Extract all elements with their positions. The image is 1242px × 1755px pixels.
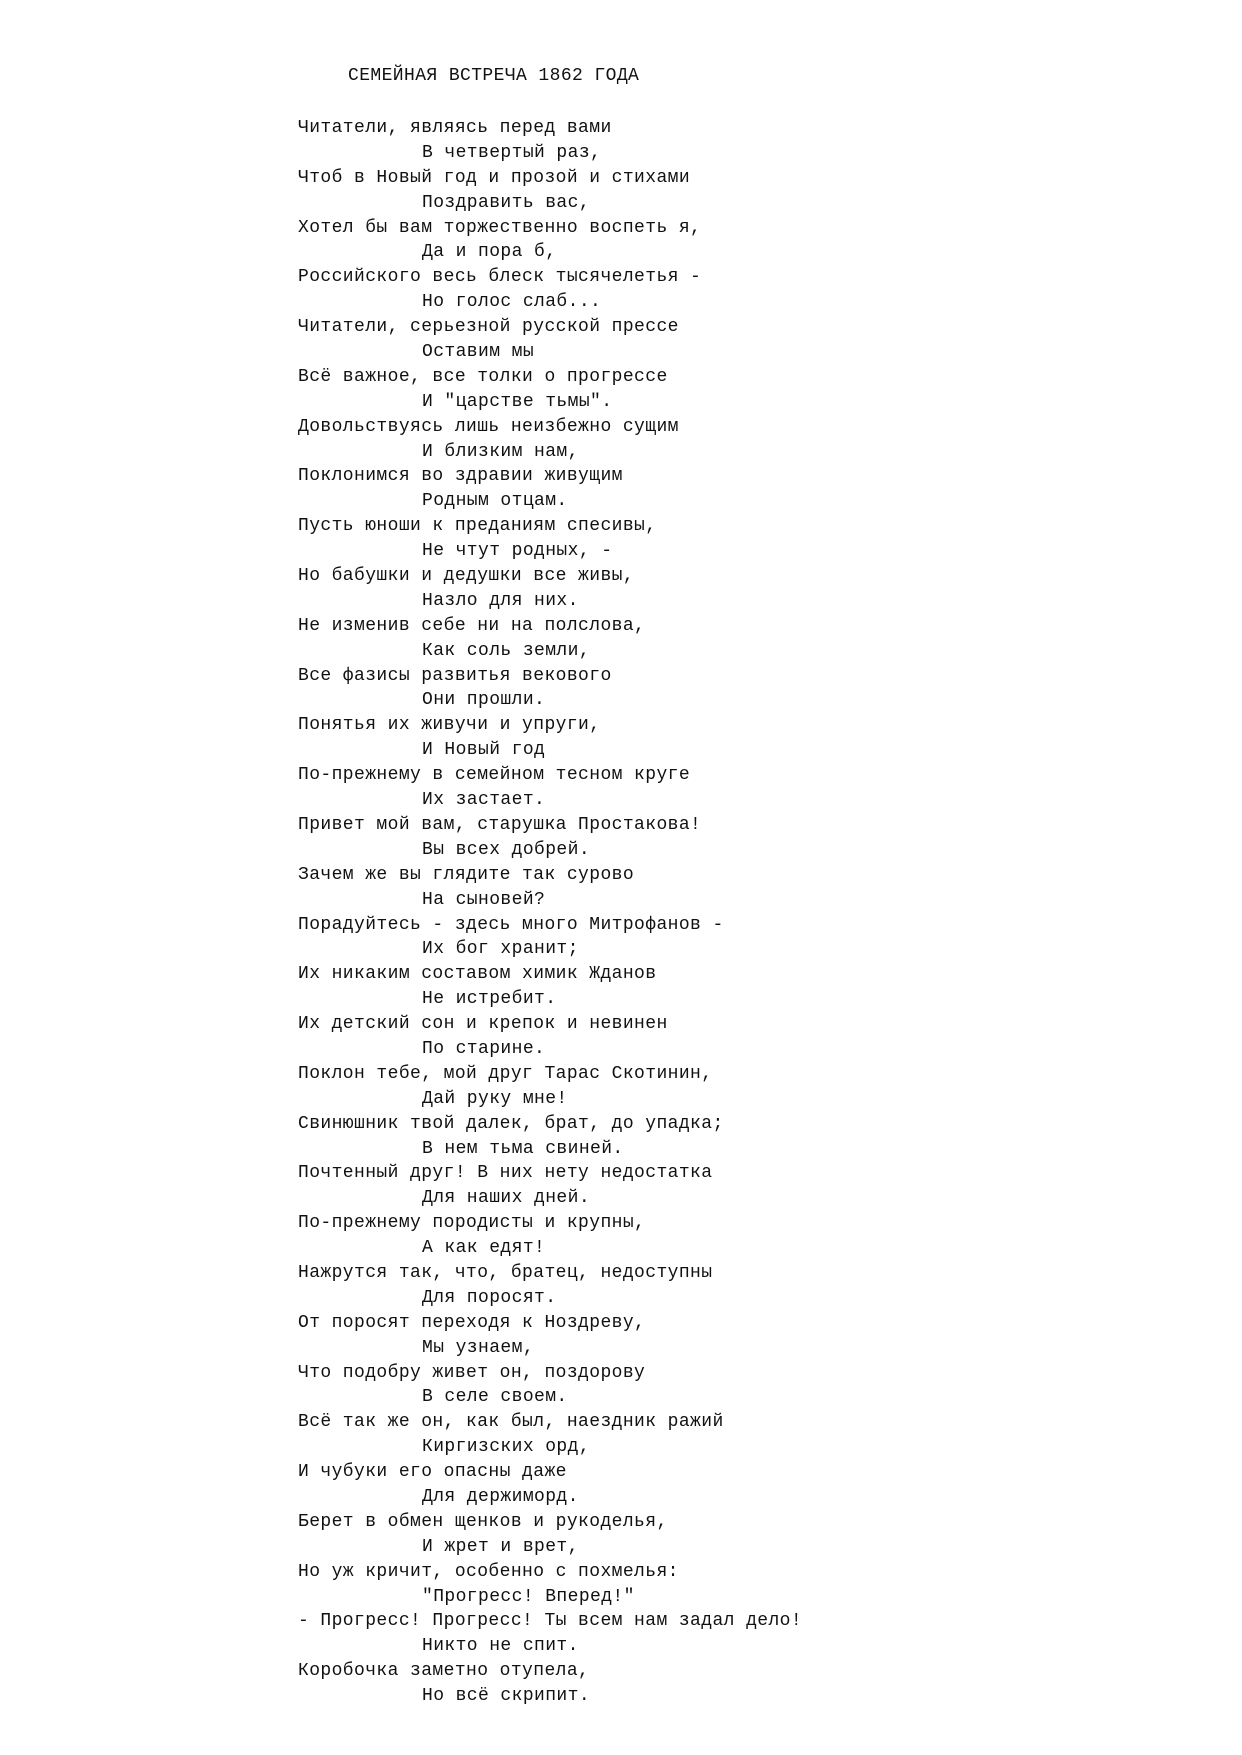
poem-line: Для держиморд. xyxy=(422,1486,579,1507)
poem-line: В нем тьма свиней. xyxy=(422,1138,624,1159)
poem-title: СЕМЕЙНАЯ ВСТРЕЧА 1862 ГОДА xyxy=(348,66,640,86)
poem-line: Что подобру живет он, поздорову xyxy=(298,1362,646,1383)
poem-body xyxy=(298,116,802,1709)
poem-line: Всё важное, все толки о прогрессе xyxy=(298,366,668,387)
poem-line: Российского весь блеск тысячелетья - xyxy=(298,267,702,288)
poem-line: Порадуйтесь - здесь много Митрофанов - xyxy=(298,914,724,935)
poem-line: В селе своем. xyxy=(422,1387,568,1408)
poem-line: Не чтут родных, - xyxy=(422,541,613,562)
poem-line: На сыновей? xyxy=(422,889,546,910)
poem-line: Для наших дней. xyxy=(422,1188,591,1209)
poem-line: Назло для них. xyxy=(422,590,579,611)
poem-line: Их бог хранит; xyxy=(422,939,579,960)
poem-line: Пусть юноши к преданиям спесивы, xyxy=(298,516,657,537)
poem-line: Мы узнаем, xyxy=(422,1337,535,1358)
poem-line: Оставим мы xyxy=(422,342,535,363)
poem-line: Поклонимся во здравии живущим xyxy=(298,466,623,487)
poem-line: Дай руку мне! xyxy=(422,1088,568,1109)
poem-line: И близким нам, xyxy=(422,441,579,462)
poem-line: Как соль земли, xyxy=(422,640,591,661)
poem-line: Родным отцам. xyxy=(422,491,568,512)
poem-line: - Прогресс! Прогресс! Ты всем нам задал дело! xyxy=(298,1611,803,1632)
poem-line: Но всё скрипит. xyxy=(422,1686,591,1707)
poem-line: Читатели, являясь перед вами xyxy=(298,118,612,138)
poem-line: Свинюшник твой далек, брат, до упадка; xyxy=(298,1113,724,1134)
poem-line: Почтенный друг! В них нету недостатка xyxy=(298,1163,713,1184)
poem-line: Их никаким составом химик Жданов xyxy=(298,964,657,985)
poem-line: Но уж кричит, особенно с похмелья: xyxy=(298,1561,679,1582)
poem-line: Всё так же он, как был, наездник ражий xyxy=(298,1412,724,1433)
poem-line: Поклон тебе, мой друг Тарас Скотинин, xyxy=(298,1063,713,1084)
poem-line: Поздравить вас, xyxy=(422,192,591,213)
poem-line: Понятья их живучи и упруги, xyxy=(298,715,601,736)
poem-line: Киргизских орд, xyxy=(422,1437,591,1458)
poem-line: Нажрутся так, что, братец, недоступны xyxy=(298,1262,713,1283)
poem-line: Все фазисы развитья векового xyxy=(298,665,612,686)
poem-line: Довольствуясь лишь неизбежно сущим xyxy=(298,416,679,437)
poem-line: Берет в обмен щенков и рукоделья, xyxy=(298,1511,668,1532)
poem-line: Чтоб в Новый год и прозой и стихами xyxy=(298,167,691,188)
poem-line: Хотел бы вам торжественно воспеть я, xyxy=(298,217,702,238)
poem-line: И "царстве тьмы". xyxy=(422,391,613,412)
poem-line: Для поросят. xyxy=(422,1287,557,1308)
poem-line: Не изменив себе ни на полслова, xyxy=(298,615,646,636)
poem-line: Читатели, серьезной русской прессе xyxy=(298,317,679,338)
poem-line: Но голос слаб... xyxy=(422,292,602,313)
poem-line: В четвертый раз, xyxy=(422,142,602,163)
poem-line: Они прошли. xyxy=(422,690,546,711)
poem-line: Привет мой вам, старушка Простакова! xyxy=(298,814,702,835)
poem-line: От поросят переходя к Ноздреву, xyxy=(298,1312,646,1333)
poem-line: Вы всех добрей. xyxy=(422,839,591,860)
poem-line: Их детский сон и крепок и невинен xyxy=(298,1014,668,1035)
poem-line: И Новый год xyxy=(422,740,546,761)
poem-line: Да и пора б, xyxy=(422,242,557,263)
poem-line: А как едят! xyxy=(422,1238,546,1259)
poem-line: По старине. xyxy=(422,1038,546,1059)
poem-line: И жрет и врет, xyxy=(422,1536,579,1557)
poem-line: Не истребит. xyxy=(422,989,557,1010)
poem-line: И чубуки его опасны даже xyxy=(298,1462,567,1483)
poem-line: "Прогресс! Вперед!" xyxy=(422,1586,635,1607)
poem-line: Но бабушки и дедушки все живы, xyxy=(298,566,635,587)
poem-line: Их застает. xyxy=(422,790,546,811)
poem-line: Зачем же вы глядите так сурово xyxy=(298,864,635,885)
poem-line: Коробочка заметно отупела, xyxy=(298,1661,590,1682)
poem-line: Никто не спит. xyxy=(422,1636,579,1657)
poem-line: По-прежнему породисты и крупны, xyxy=(298,1213,646,1234)
poem-line: По-прежнему в семейном тесном круге xyxy=(298,765,691,786)
